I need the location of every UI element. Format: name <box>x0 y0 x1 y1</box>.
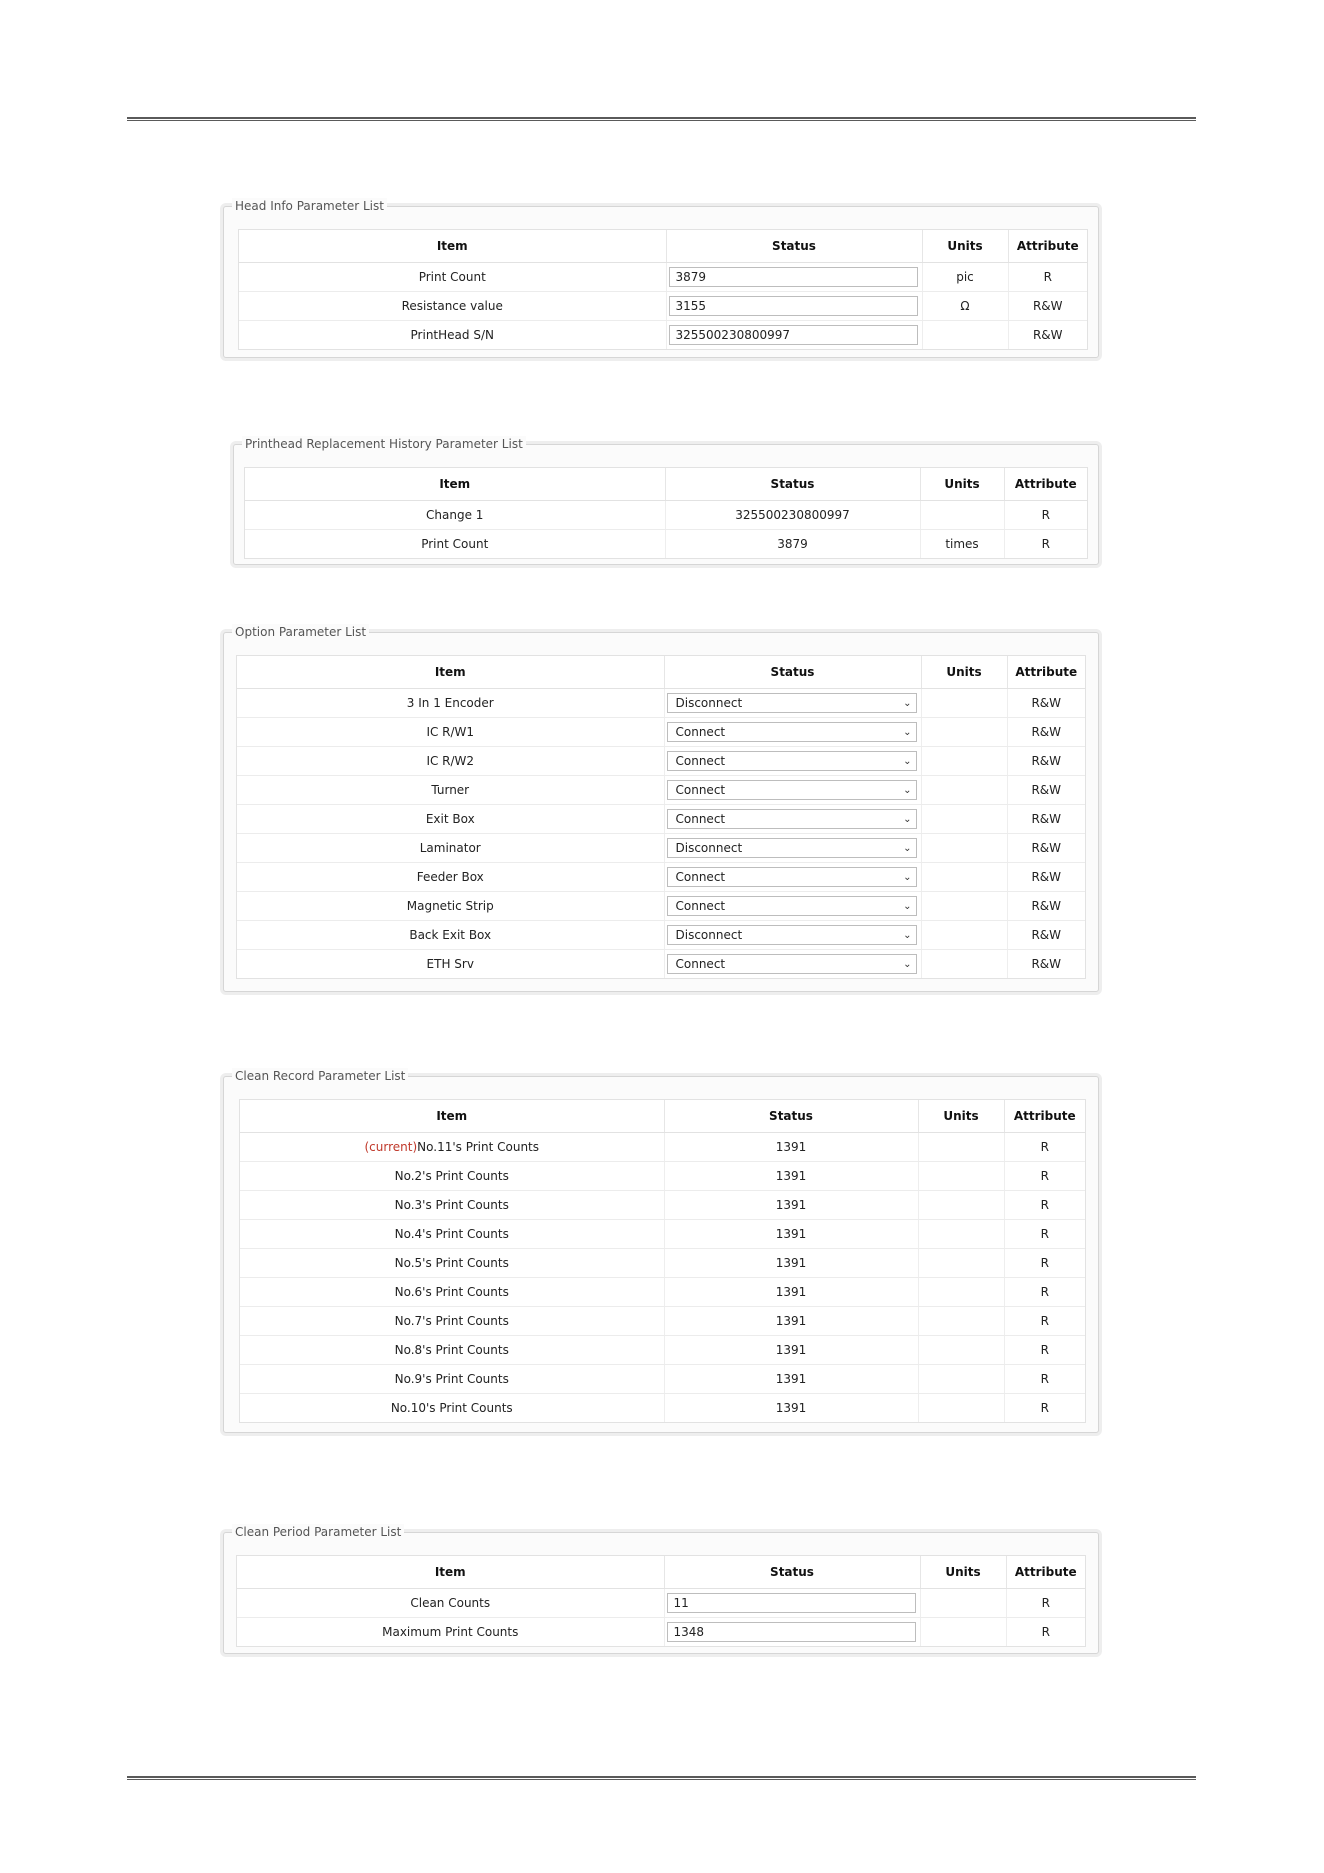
attribute-cell: R <box>1004 1278 1085 1307</box>
units-cell <box>918 1249 1004 1278</box>
table-row <box>237 776 1085 805</box>
resistance-value-input[interactable]: 3155 <box>669 296 918 316</box>
attribute-cell: R&W <box>1008 292 1087 321</box>
table-row <box>237 689 1085 718</box>
units-cell: pic <box>922 263 1008 292</box>
replacement-history-panel <box>233 437 1099 565</box>
column-header-status: Status <box>664 656 921 689</box>
status-select[interactable] <box>667 780 917 800</box>
column-header-units: Units <box>920 1556 1006 1589</box>
table-row <box>237 892 1085 921</box>
column-header-attribute: Attribute <box>1006 1556 1085 1589</box>
table-row <box>240 1220 1085 1249</box>
attribute-cell: R <box>1040 1401 1049 1415</box>
item-cell: Magnetic Strip <box>237 892 664 921</box>
item-cell: No.5's Print Counts <box>240 1249 664 1278</box>
panel-legend: Clean Period Parameter List <box>232 1524 404 1540</box>
units-cell <box>921 834 1007 863</box>
attribute-cell: R&W <box>1031 957 1062 971</box>
status-cell: 1391 <box>664 1162 918 1191</box>
item-cell: IC R/W2 <box>237 747 664 776</box>
units-cell: times <box>920 530 1004 559</box>
item-cell: No.6's Print Counts <box>240 1278 664 1307</box>
header-rule <box>127 117 1196 121</box>
attribute-cell: R&W <box>1007 921 1085 950</box>
status-cell: 1391 <box>664 1336 918 1365</box>
attribute-cell: R <box>1004 1336 1085 1365</box>
column-header-units: Units <box>920 468 1004 501</box>
table-header-row <box>237 656 1085 689</box>
column-header-item: Item <box>245 468 665 501</box>
attribute-cell: R <box>1004 1249 1085 1278</box>
clean-counts-input[interactable]: 11 <box>667 1593 916 1613</box>
table-row <box>240 1336 1085 1365</box>
units-cell <box>921 863 1007 892</box>
units-cell <box>921 805 1007 834</box>
attribute-cell: R <box>1041 1625 1050 1639</box>
units-cell <box>918 1307 1004 1336</box>
panel-legend: Clean Record Parameter List <box>232 1068 408 1084</box>
attribute-cell: R&W <box>1032 328 1063 342</box>
attribute-cell: R&W <box>1007 718 1085 747</box>
table-row <box>240 1365 1085 1394</box>
item-cell: Back Exit Box <box>237 921 664 950</box>
attribute-cell: R&W <box>1007 747 1085 776</box>
printhead-sn-input[interactable]: 325500230800997 <box>669 325 918 345</box>
status-cell: 3879 <box>665 530 920 559</box>
table-row <box>240 1162 1085 1191</box>
replacement-history-table <box>245 468 1087 558</box>
select-value: Connect <box>675 783 726 797</box>
attribute-cell: R&W <box>1007 834 1085 863</box>
attribute-cell: R <box>1004 1220 1085 1249</box>
item-cell: No.2's Print Counts <box>240 1162 664 1191</box>
item-cell: Exit Box <box>237 805 664 834</box>
chevron-down-icon: ⌄ <box>903 755 912 767</box>
column-header-attribute: Attribute <box>1004 468 1087 501</box>
item-cell: Laminator <box>237 834 664 863</box>
status-cell: 1391 <box>664 1278 918 1307</box>
chevron-down-icon: ⌄ <box>903 726 912 738</box>
clean-period-panel <box>223 1525 1099 1654</box>
attribute-cell: R <box>1041 537 1050 551</box>
table-row <box>237 718 1085 747</box>
units-cell <box>921 776 1007 805</box>
units-cell <box>918 1162 1004 1191</box>
attribute-cell: R&W <box>1007 805 1085 834</box>
table-row <box>245 501 1087 530</box>
attribute-cell: R <box>1004 501 1087 530</box>
table-row <box>237 805 1085 834</box>
select-value: Connect <box>675 870 726 884</box>
panel-legend: Head Info Parameter List <box>232 198 387 214</box>
status-select[interactable] <box>667 693 917 713</box>
status-cell: 1391 <box>664 1365 918 1394</box>
status-select[interactable] <box>667 896 917 916</box>
status-cell: 1391 <box>664 1133 918 1162</box>
status-cell: 1391 <box>664 1394 918 1423</box>
panel-legend: Option Parameter List <box>232 624 369 640</box>
item-cell: No.8's Print Counts <box>240 1336 664 1365</box>
chevron-down-icon: ⌄ <box>903 697 912 709</box>
select-value: Disconnect <box>675 841 743 855</box>
table-row <box>237 1618 1085 1647</box>
clean-record-panel <box>223 1069 1099 1433</box>
attribute-cell: R <box>1008 263 1087 292</box>
item-cell: Turner <box>237 776 664 805</box>
units-cell <box>918 1365 1004 1394</box>
chevron-down-icon: ⌄ <box>903 900 912 912</box>
column-header-status: Status <box>664 1556 920 1589</box>
status-select[interactable] <box>667 809 917 829</box>
status-select[interactable] <box>667 722 917 742</box>
item-cell: Change 1 <box>245 501 665 530</box>
item-cell: Maximum Print Counts <box>237 1618 664 1647</box>
table-row <box>239 263 1087 292</box>
units-cell <box>918 1191 1004 1220</box>
select-value: Connect <box>675 957 726 971</box>
column-header-units: Units <box>921 656 1007 689</box>
table-row <box>245 530 1087 559</box>
clean-period-table <box>237 1556 1085 1646</box>
chevron-down-icon: ⌄ <box>903 842 912 854</box>
attribute-cell: R <box>1006 1589 1085 1618</box>
table-row <box>240 1191 1085 1220</box>
item-cell: No.3's Print Counts <box>240 1191 664 1220</box>
status-cell: 1391 <box>664 1220 918 1249</box>
units-cell <box>921 718 1007 747</box>
status-select[interactable] <box>667 867 917 887</box>
column-header-units: Units <box>918 1100 1004 1133</box>
table-row <box>240 1133 1085 1162</box>
footer-rule <box>127 1776 1196 1780</box>
units-cell <box>921 950 1007 979</box>
table-row <box>237 950 1085 979</box>
units-cell <box>922 321 1008 350</box>
select-value: Disconnect <box>675 696 743 710</box>
item-cell: No.10's Print Counts <box>240 1394 664 1423</box>
item-cell: Resistance value <box>239 292 666 321</box>
status-cell: 1391 <box>664 1249 918 1278</box>
table-row <box>237 921 1085 950</box>
head-info-panel <box>223 199 1099 358</box>
chevron-down-icon: ⌄ <box>903 871 912 883</box>
select-value: Connect <box>675 899 726 913</box>
table-row <box>239 292 1087 321</box>
table-row <box>239 321 1087 350</box>
item-cell: No.9's Print Counts <box>240 1365 664 1394</box>
status-cell: 325500230800997 <box>665 501 920 530</box>
attribute-cell: R&W <box>1007 892 1085 921</box>
item-cell: Clean Counts <box>237 1589 664 1618</box>
status-cell: 1391 <box>664 1307 918 1336</box>
attribute-cell: R&W <box>1007 863 1085 892</box>
item-cell: 3 In 1 Encoder <box>237 689 664 718</box>
current-marker: (current) <box>364 1140 418 1154</box>
attribute-cell: R <box>1004 1133 1085 1162</box>
attribute-cell: R <box>1004 1365 1085 1394</box>
item-cell: PrintHead S/N <box>239 321 666 350</box>
print-count-input[interactable]: 3879 <box>669 267 918 287</box>
item-cell <box>240 1133 664 1162</box>
units-cell <box>920 501 1004 530</box>
attribute-cell: R <box>1004 1307 1085 1336</box>
table-row <box>240 1278 1085 1307</box>
attribute-cell: R&W <box>1007 776 1085 805</box>
item-cell: ETH Srv <box>237 950 664 979</box>
column-header-item: Item <box>240 1100 664 1133</box>
units-cell: Ω <box>922 292 1008 321</box>
units-cell <box>921 921 1007 950</box>
column-header-item: Item <box>239 230 666 263</box>
status-select[interactable] <box>667 925 917 945</box>
table-header-row <box>237 1556 1085 1589</box>
table-row <box>237 1589 1085 1618</box>
units-cell <box>918 1220 1004 1249</box>
head-info-table <box>239 230 1087 349</box>
units-cell <box>921 747 1007 776</box>
maximum-print-counts-input[interactable]: 1348 <box>667 1622 916 1642</box>
units-cell <box>921 892 1007 921</box>
column-header-status: Status <box>666 230 922 263</box>
chevron-down-icon: ⌄ <box>903 929 912 941</box>
chevron-down-icon: ⌄ <box>903 958 912 970</box>
panel-legend: Printhead Replacement History Parameter List <box>242 436 526 452</box>
option-table <box>237 656 1085 978</box>
column-header-attribute: Attribute <box>1008 230 1087 263</box>
attribute-cell: R <box>1004 1162 1085 1191</box>
table-row <box>240 1307 1085 1336</box>
column-header-item: Item <box>237 656 664 689</box>
option-panel <box>223 625 1099 992</box>
column-header-status: Status <box>665 468 920 501</box>
select-value: Disconnect <box>675 928 743 942</box>
chevron-down-icon: ⌄ <box>903 813 912 825</box>
status-select[interactable] <box>667 954 917 974</box>
table-header-row <box>245 468 1087 501</box>
column-header-item: Item <box>237 1556 664 1589</box>
attribute-cell: R&W <box>1007 689 1085 718</box>
clean-record-table <box>240 1100 1085 1422</box>
units-cell <box>918 1336 1004 1365</box>
table-row <box>240 1394 1085 1423</box>
item-cell: Print Count <box>245 530 665 559</box>
table-row <box>240 1249 1085 1278</box>
table-header-row <box>239 230 1087 263</box>
chevron-down-icon: ⌄ <box>903 784 912 796</box>
column-header-attribute: Attribute <box>1004 1100 1085 1133</box>
units-cell <box>918 1394 1004 1423</box>
table-row <box>237 747 1085 776</box>
attribute-cell: R <box>1004 1191 1085 1220</box>
units-cell <box>918 1278 1004 1307</box>
table-header-row <box>240 1100 1085 1133</box>
select-value: Connect <box>675 754 726 768</box>
status-select[interactable] <box>667 838 917 858</box>
table-row <box>237 834 1085 863</box>
units-cell <box>920 1589 1006 1618</box>
column-header-status: Status <box>664 1100 918 1133</box>
column-header-units: Units <box>922 230 1008 263</box>
item-cell: IC R/W1 <box>237 718 664 747</box>
status-cell: 1391 <box>664 1191 918 1220</box>
item-cell: No.4's Print Counts <box>240 1220 664 1249</box>
select-value: Connect <box>675 725 726 739</box>
units-cell <box>918 1133 1004 1162</box>
units-cell <box>921 689 1007 718</box>
column-header-attribute: Attribute <box>1007 656 1085 689</box>
item-cell: Feeder Box <box>237 863 664 892</box>
units-cell <box>920 1618 1006 1647</box>
item-cell: No.7's Print Counts <box>240 1307 664 1336</box>
status-select[interactable] <box>667 751 917 771</box>
item-label: No.11's Print Counts <box>417 1140 540 1154</box>
table-row <box>237 863 1085 892</box>
select-value: Connect <box>675 812 726 826</box>
item-cell: Print Count <box>239 263 666 292</box>
